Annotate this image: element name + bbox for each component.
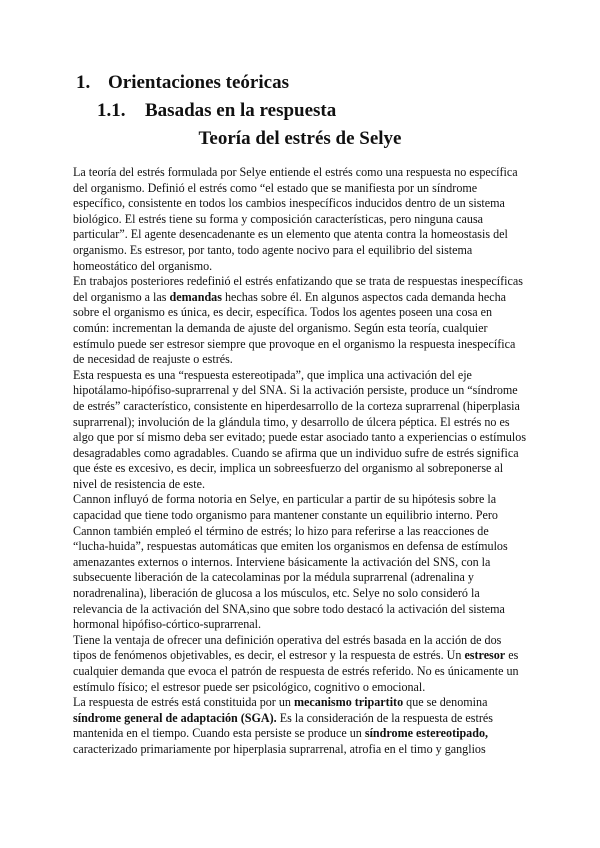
text-run: En trabajos posteriores redefinió el estrés enfatizando que se trata de respuestas inespecíficas	[73, 274, 523, 289]
text-run: Es la consideración de la respuesta de estrés	[276, 710, 493, 725]
text-run: biológico. El estrés tiene su forma y composición características, pero ninguna causa	[73, 211, 484, 226]
text-line	[73, 726, 533, 742]
text-line	[73, 399, 533, 415]
text-line	[73, 539, 533, 555]
text-run: suprarrenal); involución de la glándula timo, y desarrollo de úlcera péptica. El estrés no es	[73, 414, 510, 429]
text-line	[73, 305, 533, 321]
text-run: subsecuente liberación de la catecolaminas por la médula suprarrenal (adrenalina y	[73, 570, 474, 585]
text-line	[73, 695, 533, 711]
text-run: capacidad que tiene todo organismo para mantener constante un equilibrio interno. Pero	[73, 508, 498, 523]
bold-term: síndrome general de adaptación (SGA).	[73, 710, 277, 725]
text-run: tipos de fenómenos objetivables, es decir, el estresor y la respuesta de estrés. Un	[73, 648, 465, 663]
subsection-title: Basadas en la respuesta	[145, 100, 337, 121]
text-run: Esta respuesta es una “respuesta estereotipada”, que implica una activación del eje	[73, 367, 472, 382]
bold-term: síndrome estereotipado,	[364, 726, 489, 741]
text-run: es	[505, 648, 519, 663]
section-heading	[76, 72, 289, 94]
text-run: común: incrementan la demanda de ajuste del organismo. Según esta teoría, cualquier	[73, 320, 488, 335]
text-run: “lucha-huida”, respuestas automáticas que emiten los organismos en defensa de estímulos	[73, 539, 508, 554]
text-run: que se denomina	[403, 695, 488, 710]
text-run: Cannon influyó de forma notoria en Selye, en particular a partir de su hipótesis sobre la	[73, 492, 497, 507]
text-run: estímulo físico; el estresor puede ser psicológico, cognitivo o emocional.	[73, 679, 426, 694]
text-line	[73, 617, 533, 633]
bold-term: mecanismo tripartito	[293, 695, 404, 710]
text-line	[73, 212, 533, 228]
text-run: mantenida en el tiempo. Cuando esta persiste se produce un	[73, 726, 365, 741]
body-text	[73, 165, 533, 758]
text-run: cualquier demanda que evoca el patrón de respuesta de estrés referido. No es únicamente un	[73, 664, 519, 678]
text-line	[73, 742, 533, 758]
text-run: sobre el organismo es única, es decir, específica. Todos los agentes poseen una cosa en	[73, 305, 493, 320]
topic-title: Teoría del estrés de Selye	[198, 128, 402, 149]
text-run: del organismo a las	[73, 289, 170, 304]
section-number: 1.	[76, 72, 91, 93]
text-run: de necesidad de reajuste o estrés.	[73, 352, 233, 367]
text-run: hechas sobre él. En algunos aspectos cada demanda hecha	[221, 289, 507, 304]
text-line	[73, 446, 533, 462]
text-run: hipotálamo-hipófiso-suprarrenal y del SNA. Si la activación persiste, produce un “síndrome	[73, 383, 518, 398]
section-title: Orientaciones teóricas	[108, 72, 289, 93]
text-line	[73, 648, 533, 664]
text-line	[73, 165, 533, 181]
text-run: noradrenalina), liberación de glucosa a los músculos, etc. Selye no solo consideró la	[73, 586, 480, 601]
text-run: relevancia de la activación del SNA,sino que sobre todo destacó la activación del sistema	[73, 601, 505, 616]
text-line	[73, 383, 533, 399]
text-line	[73, 508, 533, 524]
text-line	[73, 555, 533, 571]
subsection-heading	[97, 100, 336, 122]
bold-term: demandas	[169, 289, 222, 304]
text-line	[73, 274, 533, 290]
text-line	[73, 570, 533, 586]
text-line	[73, 321, 533, 337]
text-run: específico, consistente en todos los cambios inespecíficos inducidos dentro de un sistema	[73, 196, 505, 211]
text-line	[73, 415, 533, 431]
text-run: de estrés” característico, consistente en hiperdesarrollo de la corteza suprarrenal (hiperplasia	[73, 398, 520, 413]
text-run: estímulo puede ser estresor siempre que provoque en el organismo la respuesta inespecífica	[73, 336, 516, 351]
text-run: homeostático del organismo.	[73, 258, 213, 273]
text-line	[73, 337, 533, 353]
text-run: hormonal hipófiso-córtico-suprarrenal.	[73, 617, 262, 632]
text-line	[73, 711, 533, 727]
text-line	[73, 243, 533, 259]
text-line	[73, 227, 533, 243]
text-line	[73, 290, 533, 306]
text-run: que éste es excesivo, es decir, implica un sobreesfuerzo del organismo al sobreponerse al	[73, 461, 504, 476]
text-line	[73, 524, 533, 540]
text-line	[73, 430, 533, 446]
text-run: Tiene la ventaja de ofrecer una definición operativa del estrés basada en la acción de dos	[73, 632, 502, 647]
text-run: particular”. El agente desencadenante es un elemento que atenta contra la homeostasis del	[73, 227, 508, 242]
text-run: caracterizado primariamente por hiperplasia suprarrenal, atrofia en el timo y ganglios	[73, 741, 486, 756]
text-line	[73, 259, 533, 275]
text-line	[73, 664, 533, 680]
text-run: La teoría del estrés formulada por Selye entiende el estrés como una respuesta no específica	[73, 165, 518, 179]
text-run: desagradables como agradables. Cuando se afirma que un individuo sufre de estrés significa	[73, 445, 519, 460]
text-run: del organismo. Definió el estrés como “el estado que se manifiesta por un síndrome	[73, 180, 478, 195]
bold-term: estresor	[464, 648, 506, 663]
text-run: nivel de resistencia de este.	[73, 476, 205, 491]
text-line	[73, 492, 533, 508]
subsection-number: 1.1.	[97, 100, 126, 121]
text-line	[73, 196, 533, 212]
text-line	[73, 477, 533, 493]
text-line	[73, 602, 533, 618]
text-line	[73, 352, 533, 368]
text-run: organismo. Es estresor, por tanto, todo agente nocivo para el equilibrio del sistema	[73, 242, 473, 257]
text-line	[73, 368, 533, 384]
text-line	[73, 586, 533, 602]
text-run: Cannon también empleó el término de estrés; lo hizo para referirse a las reacciones de	[73, 523, 489, 538]
text-line	[73, 680, 533, 696]
text-line	[73, 633, 533, 649]
text-line	[73, 181, 533, 197]
text-line	[73, 461, 533, 477]
text-run: amenazantes externos o internos. Interviene básicamente la activación del SNS, con la	[73, 554, 491, 569]
text-run: algo que por sí mismo deba ser evitado; puede estar asociado tanto a experiencias o estímulos	[73, 430, 527, 445]
text-run: La respuesta de estrés está constituida por un	[73, 695, 294, 710]
